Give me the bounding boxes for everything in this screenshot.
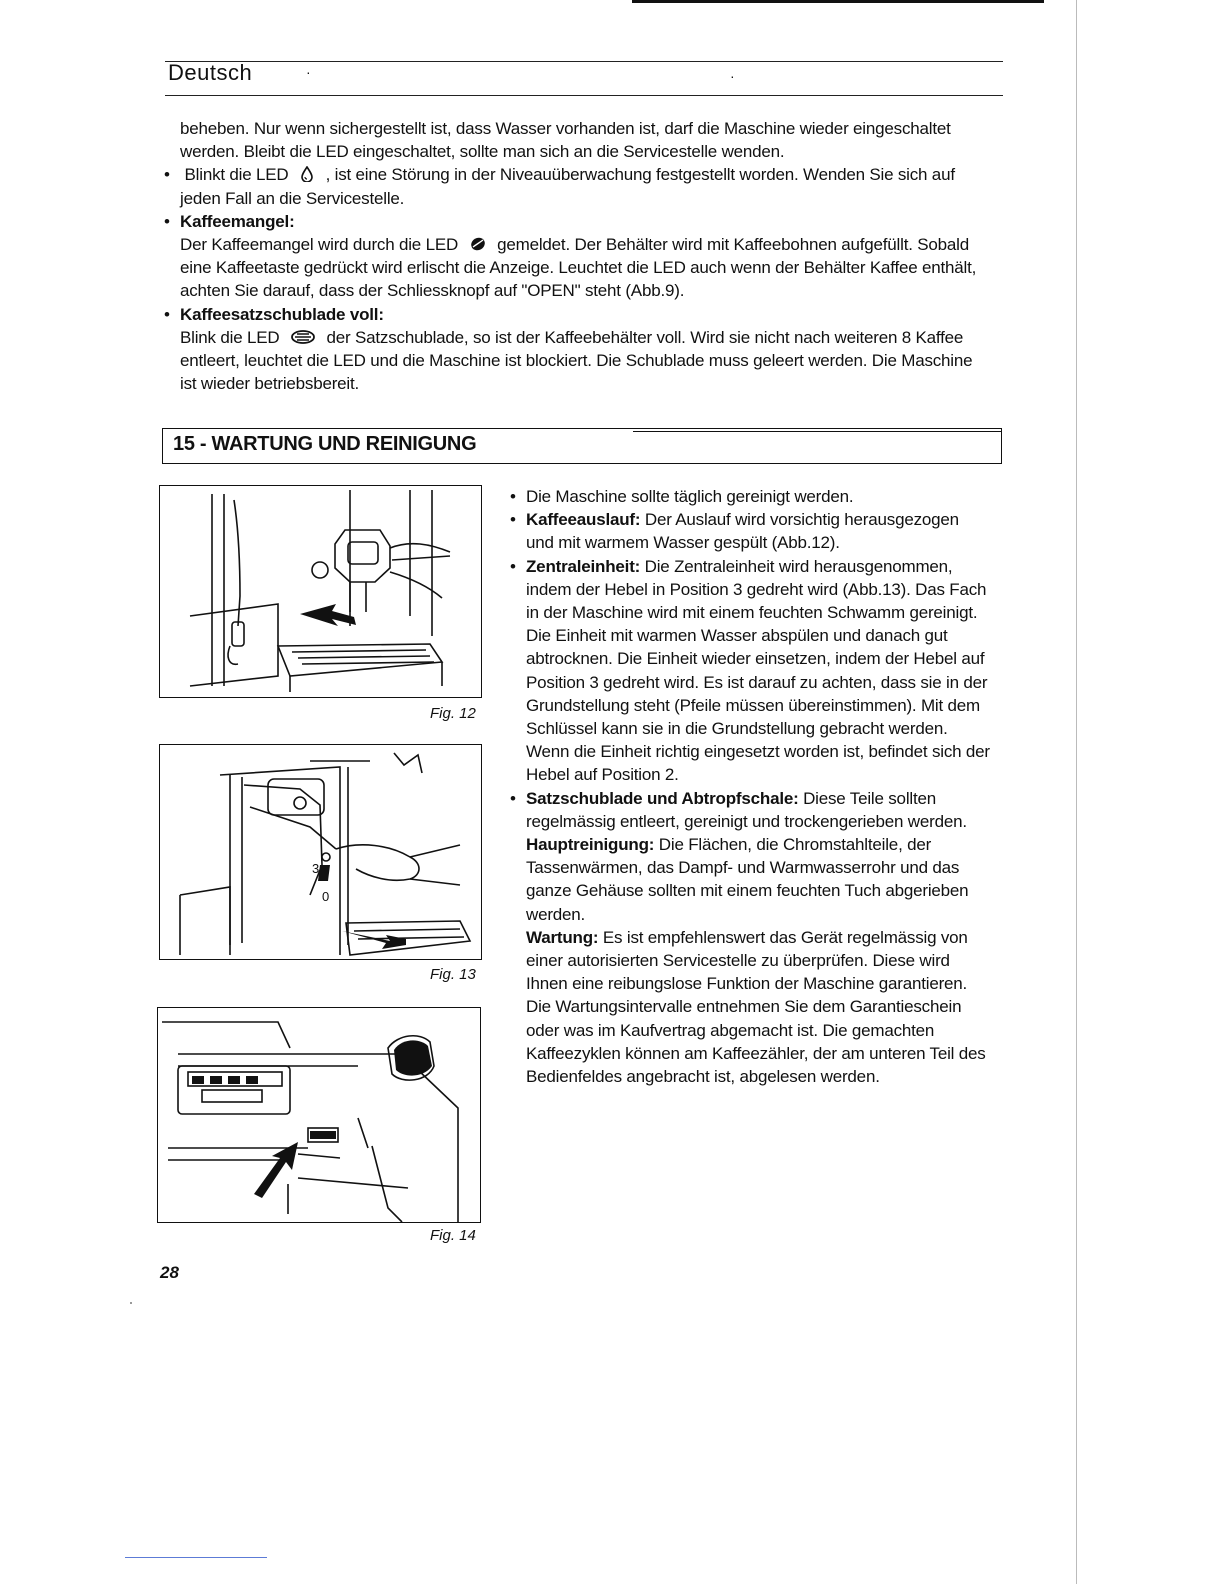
kaffeemangel-text [160,233,990,303]
wartung-text: Es ist empfehlenswert das Gerät regelmässig von einer autorisierten Servicestelle zu überprüfen. Diese wird Ihnen eine reibungslose Funktion der Maschine garantieren. Die Wartungsintervalle entnehmen Sie dem Garantieschein oder was im Kaufvertrag abgemacht ist. Die gemachten Kaffeezyklen können am Kaffeezähler, der am unteren Teil des Bedienfeldes angebracht ist, abgelesen werden. [526,927,986,1087]
satz-b: der Satzschublade, so ist der Kaffeebehälter voll. Wird sie nicht nach weiteren 8 Kaffee entleert, leuchtet die LED und die Maschine ist blockiert. Die Schublade muss geleert werden. Die Maschine ist wieder betriebsbereit. [180,327,973,394]
header-rule-bottom [165,95,1003,96]
fig13-caption: Fig. 13 [430,966,476,983]
bullet-zentraleinheit [506,555,990,787]
bullet-satz-title [160,303,990,326]
footer-line [125,1557,267,1558]
fig12-illustration [160,486,481,697]
kaffeeauslauf-heading: Kaffeeauslauf: [526,510,641,530]
kaffeemangel-a: Der Kaffeemangel wird durch die LED [180,235,459,255]
daily-clean-text: Die Maschine sollte täglich gereinigt werden. [526,487,854,506]
scan-edge-line [1076,0,1077,1584]
bullet-kaffeeauslauf [506,508,990,554]
fig13-illustration [160,745,481,959]
header-language: Deutsch [168,60,253,85]
kaffeemangel-heading: Kaffeemangel: [180,211,295,231]
figure-14 [157,1007,481,1223]
satz-a: Blink die LED [180,327,280,347]
section-deco-line [633,431,1001,432]
hauptreinigung-text: Die Flächen, die Chromstahlteile, der Tassenwärmen, das Dampf- und Warmwasserrohr und das ganze Gehäuse sollten mit einem feuchten Tuch abgerieben werden. [526,835,969,924]
hauptreinigung-heading: Hauptreinigung: [526,835,655,855]
section-title: 15 - WARTUNG UND REINIGUNG [173,433,477,455]
fig14-caption: Fig. 14 [430,1227,476,1244]
intro-continuation: beheben. Nur wenn sichergestellt ist, dass Wasser vorhanden ist, darf die Maschine wieder eingeschaltet werden. Bleibt die LED eingeschaltet, sollte man sich an die Servicestelle wenden. [180,119,951,162]
bullet-led-blink-a: Blinkt die LED [184,165,289,185]
page-number: 28 [160,1263,179,1282]
fig14-illustration [158,1008,480,1222]
kaffeeauslauf-text: Der Auslauf wird vorsichtig herausgezogen und mit warmem Wasser gespült (Abb.12). [526,510,959,553]
right-column [506,485,990,1088]
fig12-caption: Fig. 12 [430,705,476,722]
satzschublade-heading: Satzschublade und Abtropfschale: [526,788,799,808]
top-edge-bar [632,0,1044,3]
intro-block [160,117,990,395]
scan-speck: · [730,68,735,84]
zentraleinheit-text: Die Zentraleinheit wird herausgenommen, indem der Hebel in Position 3 gedreht wird (Abb.13). Das Fach in der Maschine wird mit einem feuchten Schwamm gereinigt. Die Einheit mit warmen Wasser abspülen und danach gut abtrocknen. Die Einheit wieder einsetzen, indem der Hebel auf Position 3 gedreht wird. Es ist darauf zu achten, dass sie in der Grundstellung steht (Pfeile müssen übereinstimmen). Mit dem Schlüssel kann sie in die Grundstellung gebracht werden. Wenn die Einheit richtig eingesetzt worden ist, befindet sich der Hebel auf Position 2. [526,556,990,785]
kaffeemangel-b: gemeldet. Der Behälter wird mit Kaffeebohnen aufgefüllt. Sobald eine Kaffeetaste gedrückt wird erlischt die Anzeige. Leuchtet die LED auch wenn der Behälter Kaffee enthält, achten Sie darauf, dass der Schliessknopf auf "OPEN" steht (Abb.9). [180,235,977,301]
bullet-led-blink [160,163,990,209]
wartung-heading: Wartung: [526,927,599,947]
bullet-satzschublade [506,787,990,833]
water-drop-icon [299,166,315,182]
zentraleinheit-heading: Zentraleinheit: [526,556,641,576]
scan-speck [130,1302,132,1304]
section-heading-box [162,428,1002,464]
wartung-paragraph [506,926,990,1088]
satzschublade-text: Diese Teile sollten regelmässig entleert, gereinigt und trockengerieben werden. [526,788,967,831]
svg-text:0: 0 [322,889,330,904]
satz-text [160,326,990,396]
bullet-daily-clean [506,485,990,508]
bullet-led-blink-b: , ist eine Störung in der Niveauüberwachung festgestellt worden. Wenden Sie sich auf jeden Fall an die Servicestelle. [180,165,955,208]
scan-speck: · [306,64,311,80]
figure-13 [159,744,482,960]
figure-12 [159,485,482,698]
grounds-drawer-icon [290,329,316,345]
satz-heading: Kaffeesatzschublade voll: [180,304,384,324]
hauptreinigung-paragraph [506,833,990,926]
bullet-kaffeemangel-title [160,210,990,233]
svg-text:3: 3 [312,861,320,876]
header-rule-top [165,61,1003,62]
coffee-bean-icon [469,236,487,252]
